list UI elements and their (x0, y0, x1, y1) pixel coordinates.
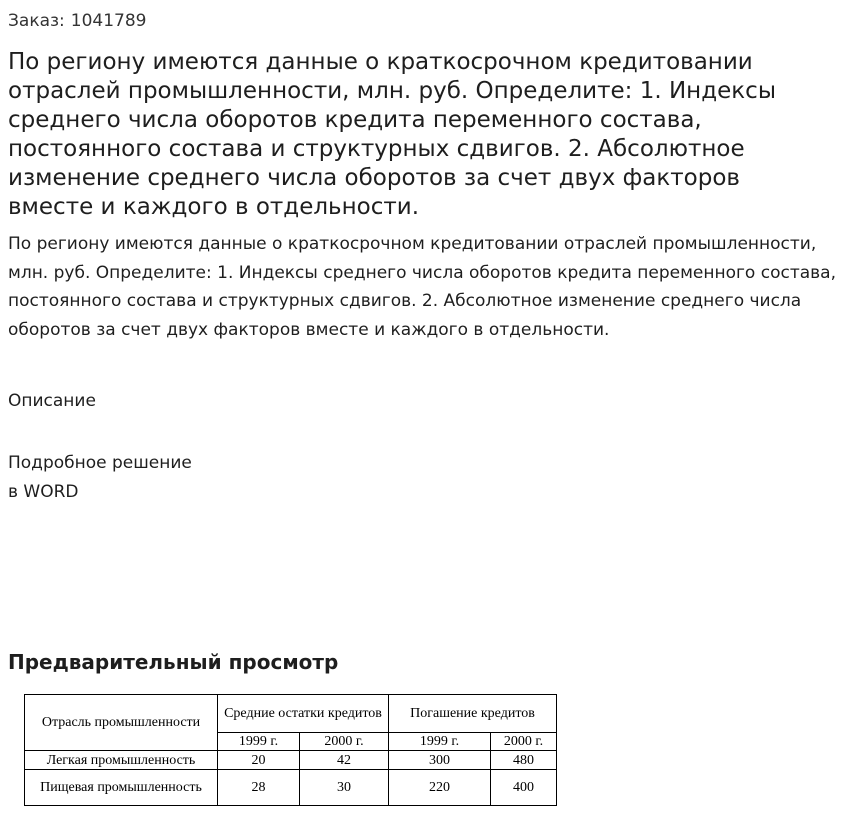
table-value-cell: 220 (389, 770, 491, 806)
table-value-cell: 20 (218, 751, 300, 770)
preview-image (24, 694, 557, 806)
table-value-cell: 480 (491, 751, 557, 770)
table-row (25, 770, 557, 806)
order-label: Заказ: (8, 11, 65, 31)
table-value-cell: 300 (389, 751, 491, 770)
table-year-cell: 1999 г. (389, 733, 491, 751)
table-value-cell: 28 (218, 770, 300, 806)
solution-format-label: в WORD (8, 482, 79, 502)
preview-heading: Предварительный просмотр (8, 650, 339, 674)
table-industry-cell: Легкая промышленность (25, 751, 218, 770)
table-header-row (25, 695, 557, 733)
table-year-cell: 2000 г. (491, 733, 557, 751)
table-value-cell: 30 (300, 770, 389, 806)
table-header-industry: Отрасль промышленности (25, 695, 218, 751)
table-row (25, 751, 557, 770)
preview-table (24, 694, 557, 806)
table-header-repayment: Погашение кредитов (389, 695, 557, 733)
page-title: По региону имеются данные о краткосрочном кредитовании отраслей промышленности, млн. руб. Определите: 1. Индексы среднего числа оборотов кредита переменного состава, постоянного состава и структурных сдвигов. 2. Абсолютное изменение среднего числа оборотов за счет двух факторов вместе и каждого в отдельности. (8, 49, 776, 220)
table-header-balances: Средние остатки кредитов (218, 695, 389, 733)
table-value-cell: 42 (300, 751, 389, 770)
table-industry-cell: Пищевая промышленность (25, 770, 218, 806)
task-description: По региону имеются данные о краткосрочном кредитовании отраслей промышленности, млн. руб. Определите: 1. Индексы среднего числа оборотов кредита переменного состава, постоянного состава и структурных сдвигов. 2. Абсолютное изменение среднего числа оборотов за счет двух факторов вместе и каждого в отдельности. (8, 234, 836, 340)
table-year-cell: 2000 г. (300, 733, 389, 751)
solution-label: Подробное решение (8, 453, 192, 473)
order-number (8, 10, 147, 32)
table-value-cell: 400 (491, 770, 557, 806)
description-label: Описание (8, 391, 96, 411)
order-number-value: 1041789 (70, 11, 147, 31)
table-year-cell: 1999 г. (218, 733, 300, 751)
